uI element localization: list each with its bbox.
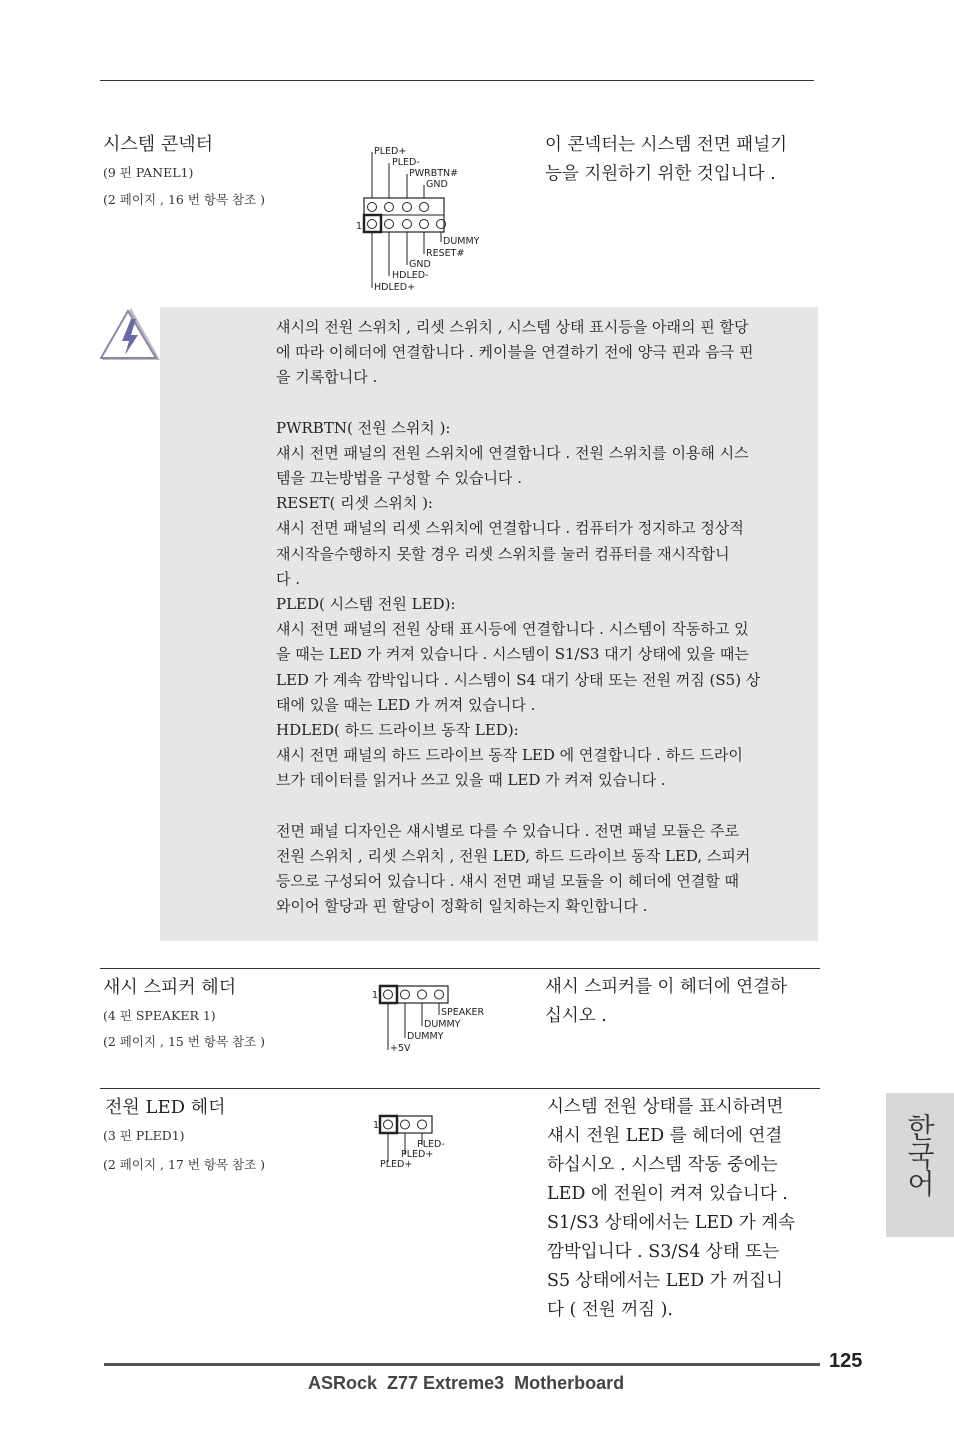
note-item-head: HDLED( 하드 드라이브 동작 LED): <box>276 721 519 740</box>
pin-label: PLED- <box>417 1139 445 1150</box>
note-line: 섀시 전면 패널의 전원 상태 표시등에 연결합니다 . 시스템이 작동하고 있 <box>276 620 749 639</box>
pled-pin-diagram <box>372 1114 472 1172</box>
chassis-speaker-description <box>545 973 825 1031</box>
pin1-label: 1 <box>372 990 379 1001</box>
system-connector-ref: (2 페이지 , 16 번 항목 참조 ) <box>103 192 265 207</box>
footer-title: ASRock Z77 Extreme3 Motherboard <box>308 1373 625 1393</box>
pin-label: SPEAKER <box>441 1007 485 1018</box>
system-connector-title: 시스템 콘넥터 <box>103 134 214 155</box>
pin-label: DUMMY <box>407 1031 444 1042</box>
note-line: 전원 스위치 , 리셋 스위치 , 전원 LED, 하드 드라이브 동작 LED, 스피커 <box>276 846 751 865</box>
desc-line: S1/S3 상태에서는 LED 가 계속 <box>547 1213 796 1233</box>
note-line: 태에 있을 때는 LED 가 꺼져 있습니다 . <box>276 695 536 714</box>
desc-line: 하십시오 . 시스템 작동 중에는 <box>547 1155 778 1175</box>
note-line: LED 가 계속 깜박입니다 . 시스템이 S4 대기 상태 또는 전원 꺼짐 (S5) 상 <box>276 670 761 689</box>
note-line: 와이어 할당과 핀 할당이 정확히 일치하는지 확인합니다 . <box>276 897 648 916</box>
panel1-pin-diagram <box>355 140 490 296</box>
note-line: 전면 패널 디자인은 섀시별로 다를 수 있습니다 . 전면 패널 모듈은 주로 <box>276 821 739 840</box>
page-number: 125 <box>829 1350 863 1372</box>
section-rule <box>100 968 820 969</box>
section-rule <box>100 1088 820 1089</box>
note-box <box>160 307 818 941</box>
desc-line: S5 상태에서는 LED 가 꺼집니 <box>547 1271 783 1291</box>
pin-label: PLED+ <box>374 146 407 157</box>
note-line: 템을 끄는방법을 구성할 수 있습니다 . <box>276 469 522 488</box>
pin-label: HDLED- <box>392 270 429 281</box>
note-line: 재시작을수행하지 못할 경우 리셋 스위치를 눌러 컴퓨터를 재시작합니 <box>276 544 730 563</box>
desc-line: 능을 지원하기 위한 것입니다 . <box>545 164 776 184</box>
pin-label: RESET# <box>426 248 465 259</box>
pin-label: GND <box>426 179 448 190</box>
power-led-title: 전원 LED 헤더 <box>105 1097 226 1118</box>
pin-label: +5V <box>390 1043 411 1054</box>
note-item-head: RESET( 리셋 스위치 ): <box>276 494 433 513</box>
footer-rule <box>104 1363 820 1366</box>
desc-line: 새시 스피커를 이 헤더에 연결하 <box>545 977 788 997</box>
pin-label: HDLED+ <box>374 282 416 293</box>
chassis-speaker-pins: (4 핀 SPEAKER 1) <box>103 1008 216 1023</box>
note-line: 브가 데이터를 읽거나 쓰고 있을 때 LED 가 켜져 있습니다 . <box>276 771 666 790</box>
pin-label: PLED- <box>392 157 420 168</box>
note-line: 에 따라 이헤더에 연결합니다 . 케이블을 연결하기 전에 양극 핀과 음극 핀 <box>276 343 754 362</box>
pin-label: DUMMY <box>424 1019 461 1030</box>
note-line: 다 . <box>276 569 301 588</box>
note-item-head: PWRBTN( 전원 스위치 ): <box>276 418 451 437</box>
pin-label: PLED+ <box>401 1149 434 1160</box>
pin-label: PLED+ <box>380 1159 413 1170</box>
system-connector-pins: (9 핀 PANEL1) <box>103 165 194 180</box>
note-line: 섀시 전면 패널의 리셋 스위치에 연결합니다 . 컴퓨터가 정지하고 정상적 <box>276 519 744 538</box>
note-text <box>276 315 816 919</box>
note-item-head: PLED( 시스템 전원 LED): <box>276 595 456 614</box>
note-line: 섀시의 전원 스위치 , 리셋 스위치 , 시스템 상태 표시등을 아래의 핀 할당 <box>276 318 749 336</box>
chassis-speaker-title: 새시 스피커 헤더 <box>103 977 237 998</box>
language-tab-label: 한국어 <box>903 1113 936 1197</box>
top-rule <box>100 80 814 81</box>
desc-line: 시스템 전원 상태를 표시하려면 <box>547 1097 784 1117</box>
note-line: 섀시 전면 패널의 하드 드라이브 동작 LED 에 연결합니다 . 하드 드라이 <box>276 746 743 765</box>
pin-label: GND <box>409 259 431 270</box>
desc-line: 섀시 전원 LED 를 헤더에 연결 <box>547 1126 783 1146</box>
power-led-description <box>547 1093 827 1325</box>
warning-lightning-icon <box>100 305 162 363</box>
desc-line: LED 에 전원이 켜져 있습니다 . <box>547 1184 788 1204</box>
pin-label: DUMMY <box>443 236 480 247</box>
pin1-label: 1 <box>373 1120 380 1131</box>
chassis-speaker-ref: (2 페이지 , 15 번 항목 참조 ) <box>103 1034 265 1049</box>
power-led-ref: (2 페이지 , 17 번 항목 참조 ) <box>103 1157 265 1172</box>
pin1-label: 1 <box>356 221 363 232</box>
system-connector-description <box>545 131 825 189</box>
pin-label: PWRBTN# <box>409 168 459 179</box>
desc-line: 십시오 . <box>545 1006 607 1026</box>
desc-line: 이 콘넥터는 시스템 전면 패널기 <box>545 135 788 155</box>
note-line: 섀시 전면 패널의 전원 스위치에 연결합니다 . 전원 스위치를 이용해 시스 <box>276 443 749 462</box>
speaker-pin-diagram <box>370 984 490 1056</box>
note-line: 을 때는 LED 가 켜져 있습니다 . 시스템이 S1/S3 대기 상태에 있을 때는 <box>276 645 749 664</box>
note-line: 등으로 구성되어 있습니다 . 섀시 전면 패널 모듈을 이 헤더에 연결할 때 <box>276 872 739 891</box>
desc-line: 깜박입니다 . S3/S4 상태 또는 <box>547 1242 780 1262</box>
desc-line: 다 ( 전원 꺼짐 ). <box>547 1300 673 1320</box>
power-led-pins: (3 핀 PLED1) <box>103 1128 185 1143</box>
note-line: 을 기록합니다 . <box>276 368 378 387</box>
